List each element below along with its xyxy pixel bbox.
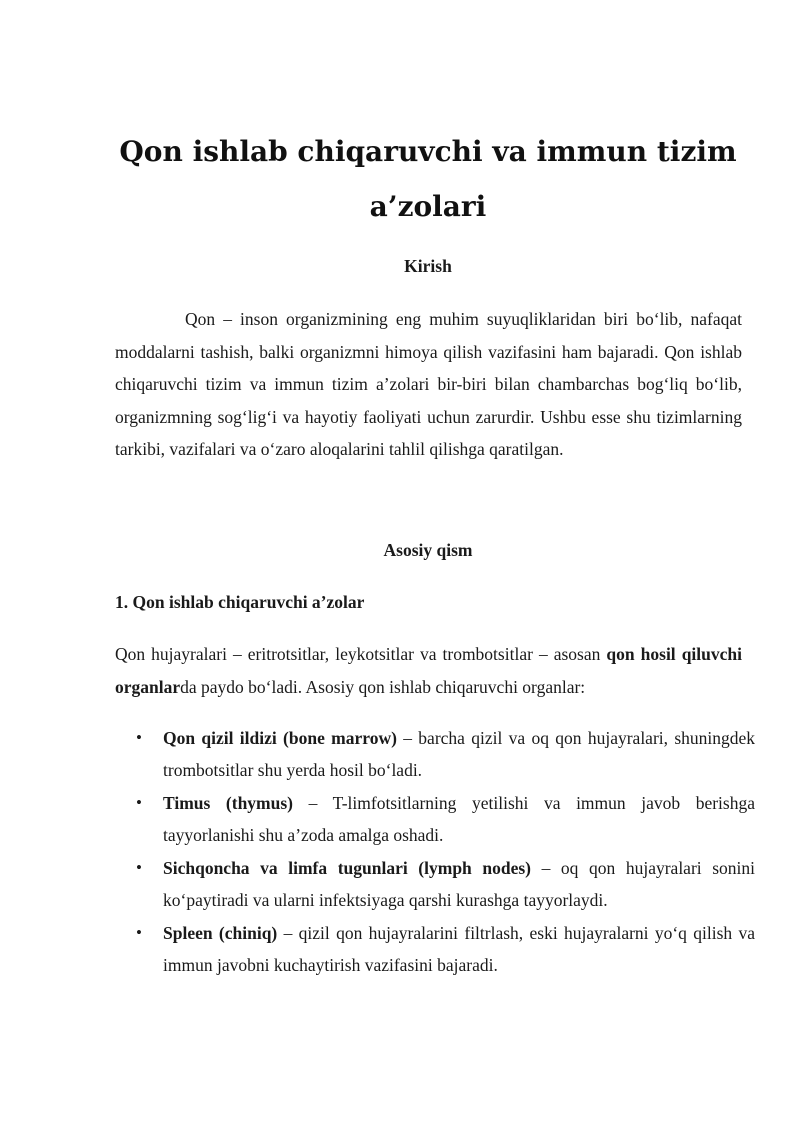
list-item-term: Timus (thymus) <box>163 793 294 813</box>
bullet-icon: • <box>136 728 142 747</box>
list-item-text: – barcha qizil va oq qon hujayralari, shuningdek trombotsitlar shu yerda hosil bo‘ladi. <box>163 728 756 780</box>
list-item <box>115 722 755 786</box>
section1-text-before: Qon hujayralari – eritrotsitlar, leykotsitlar va trombotsitlar – asosan <box>115 644 607 664</box>
list-item-text: – oq qon hujayralari sonini ko‘paytiradi va ularni infektsiyaga qarshi kurashga tayyorlaydi. <box>163 858 756 910</box>
bullet-icon: • <box>136 858 142 877</box>
list-item <box>115 917 755 981</box>
list-item-text: – qizil qon hujayralarini filtrlash, eski hujayralarni yo‘q qilish va immun javobni kuchaytirish vazifasini bajaradi. <box>163 923 755 975</box>
section1-paragraph <box>115 638 742 703</box>
list-item-term: Qon qizil ildizi (bone marrow) <box>163 728 397 748</box>
bullet-icon: • <box>136 923 142 942</box>
list-item <box>115 852 755 916</box>
section1-text-bold: qon hosil qiluvchi organlar <box>115 644 742 697</box>
section1-text-after: da paydo bo‘ladi. Asosiy qon ishlab chiqaruvchi organlar: <box>180 676 586 697</box>
list-item-term: Spleen (chiniq) <box>163 923 278 943</box>
intro-paragraph: Qon – inson organizmining eng muhim suyuqliklaridan biri bo‘lib, nafaqat moddalarni tashish, balki organizmni himoya qilish vazifasini ham bajaradi. Qon ishlab chiqaruvchi tizim va immun tizim a’zolari bir-biri bilan chambarchas bog‘liq bo‘lib, organizmning sog‘lig‘i va hayotiy faoliyati uchun zarurdir. Ushbu esse shu tizimlarning tarkibi, vazifalari va o‘zaro aloqalarini tahlil qilishga qaratilgan. <box>115 309 742 459</box>
list-item-text: – T-limfotsitlarning yetilishi va immun javob berishga tayyorlanishi shu a’zoda amalga oshadi. <box>163 793 755 845</box>
list-item <box>115 787 755 851</box>
intro-heading: Kirish <box>404 256 452 276</box>
document-title: Qon ishlab chiqaruvchi va immun tizim a’zolari <box>119 135 737 223</box>
bullet-icon: • <box>136 793 142 812</box>
list-item-term: Sichqoncha va limfa tugunlari (lymph nodes) <box>163 858 531 878</box>
main-heading: Asosiy qism <box>383 540 473 560</box>
section1-heading: 1. Qon ishlab chiqaruvchi a’zolar <box>115 592 365 612</box>
organ-list <box>115 722 755 982</box>
